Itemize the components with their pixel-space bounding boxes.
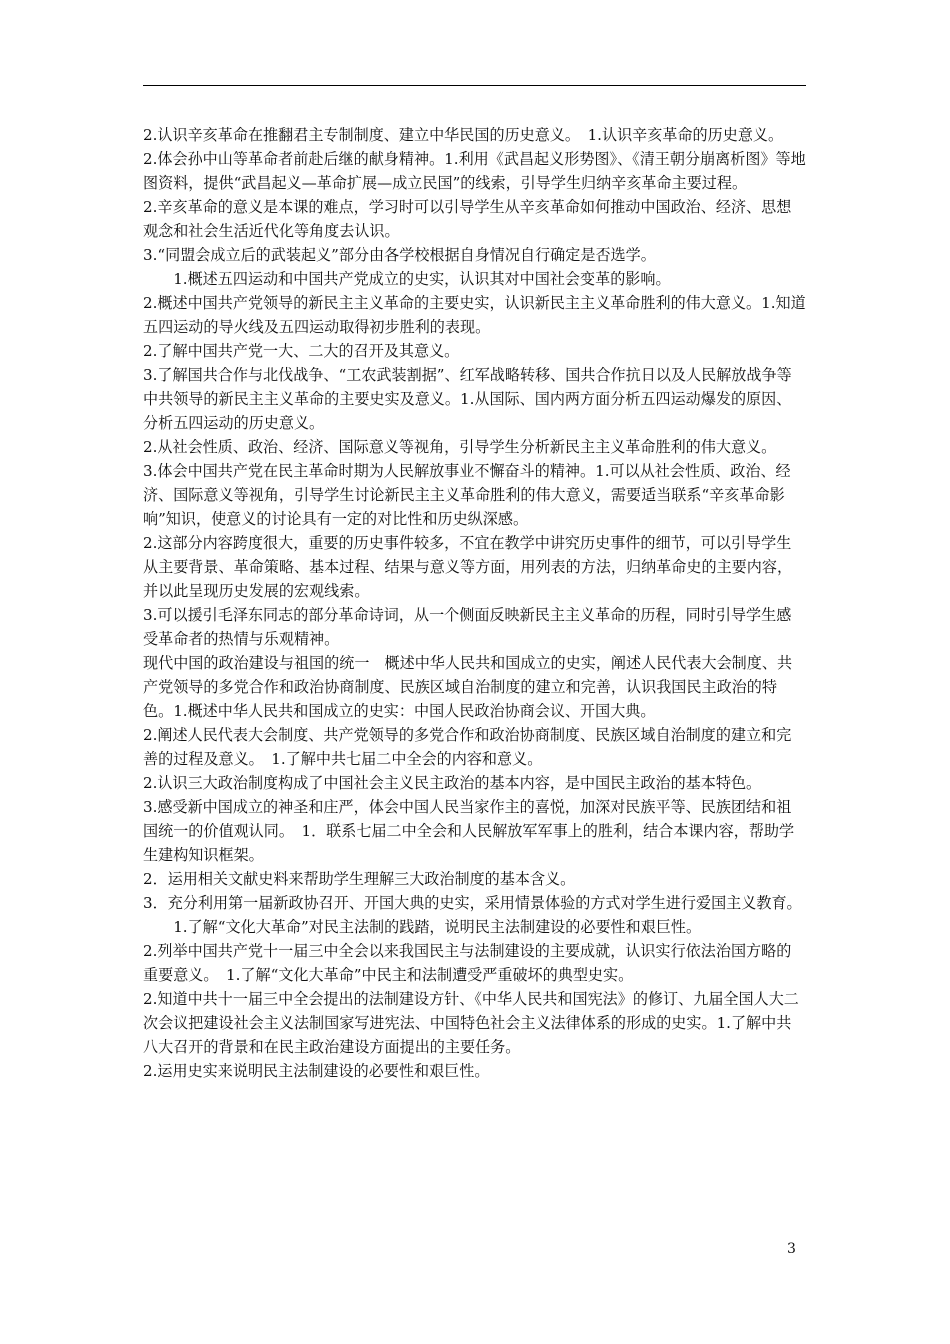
paragraph: 3.可以援引毛泽东同志的部分革命诗词，从一个侧面反映新民主主义革命的历程，同时引导学生感受革命者的热情与乐观精神。 (143, 606, 792, 648)
paragraph: 3.感受新中国成立的神圣和庄严，体会中国人民当家作主的喜悦，加深对民族平等、民族团结和祖国统一的价值观认同。 1．联系七届二中全会和人民解放军军事上的胜利，结合本课内容，帮助学生建构知识框架。 (143, 798, 795, 864)
paragraph: 2.这部分内容跨度很大，重要的历史事件较多，不宜在教学中讲究历史事件的细节，可以引导学生从主要背景、革命策略、基本过程、结果与意义等方面，用列表的方法，归纳革命史的主要内容，并以此呈现历史发展的宏观线索。 (143, 534, 793, 600)
paragraph: 2.列举中国共产党十一届三中全会以来我国民主与法制建设的主要成就，认识实行依法治国方略的重要意义。 1.了解“文化大革命”中民主和法制遭受严重破坏的典型史实。 (143, 942, 792, 984)
paragraph: 3．充分利用第一届新政协召开、开国大典的史实，采用情景体验的方式对学生进行爱国主义教育。 (143, 894, 802, 912)
paragraph: 3.了解国共合作与北伐战争、“工农武装割据”、红军战略转移、国共合作抗日以及人民解放战争等中共领导的新民主主义革命的主要史实及意义。1.从国际、国内两方面分析五四运动爆发的原因、分析五四运动的历史意义。 (143, 366, 792, 432)
paragraph: 3.体会中国共产党在民主革命时期为人民解放事业不懈奋斗的精神。1.可以从社会性质、政治、经济、国际意义等视角，引导学生讨论新民主主义革命胜利的伟大意义，需要适当联系“辛亥革命影响”知识，使意义的讨论具有一定的对比性和历史纵深感。 (143, 462, 791, 528)
paragraph: 2．运用相关文献史料来帮助学生理解三大政治制度的基本含义。 (143, 870, 576, 888)
header-rule (143, 85, 806, 86)
paragraph: 2.了解中国共产党一大、二大的召开及其意义。 (143, 342, 460, 360)
paragraph: 现代中国的政治建设与祖国的统一 概述中华人民共和国成立的史实，阐述人民代表大会制度、共产党领导的多党合作和政治协商制度、民族区域自治制度的建立和完善，认识我国民主政治的特色。1.概述中华人民共和国成立的史实：中国人民政治协商会议、开国大典。 (143, 654, 793, 720)
paragraph: 2.从社会性质、政治、经济、国际意义等视角，引导学生分析新民主主义革命胜利的伟大意义。 (143, 438, 777, 456)
paragraph: 2.体会孙中山等革命者前赴后继的献身精神。1.利用《武昌起义形势图》、《清王朝分崩离析图》等地图资料，提供“武昌起义—革命扩展—成立民国”的线索，引导学生归纳辛亥革命主要过程。 (143, 150, 806, 192)
paragraph: 2.知道中共十一届三中全会提出的法制建设方针、《中华人民共和国宪法》的修订、九届全国人大二次会议把建设社会主义法制国家写进宪法、中国特色社会主义法律体系的形成的史实。1.了解中共八大召开的背景和在民主政治建设方面提出的主要任务。 (143, 990, 799, 1056)
paragraph: 1.概述五四运动和中国共产党成立的史实，认识其对中国社会变革的影响。 (173, 270, 671, 288)
paragraph: 2.认识辛亥革命在推翻君主专制制度、建立中华民国的历史意义。 1.认识辛亥革命的历史意义。 (143, 126, 784, 144)
paragraph: 2.辛亥革命的意义是本课的难点，学习时可以引导学生从辛亥革命如何推动中国政治、经济、思想观念和社会生活近代化等角度去认识。 (143, 198, 792, 240)
paragraph: 2.认识三大政治制度构成了中国社会主义民主政治的基本内容，是中国民主政治的基本特色。 (143, 774, 762, 792)
paragraph: 2.阐述人民代表大会制度、共产党领导的多党合作和政治协商制度、民族区域自治制度的建立和完善的过程及意义。 1.了解中共七届二中全会的内容和意义。 (143, 726, 792, 768)
document-body (143, 123, 806, 1083)
paragraph: 3.“同盟会成立后的武装起义”部分由各学校根据自身情况自行确定是否选学。 (143, 246, 656, 264)
paragraph: 2.运用史实来说明民主法制建设的必要性和艰巨性。 (143, 1062, 490, 1080)
paragraph: 2.概述中国共产党领导的新民主主义革命的主要史实，认识新民主主义革命胜利的伟大意义。1.知道五四运动的导火线及五四运动取得初步胜利的表现。 (143, 294, 806, 336)
page-number: 3 (787, 1241, 796, 1257)
paragraph: 1.了解“文化大革命”对民主法制的践踏，说明民主法制建设的必要性和艰巨性。 (173, 918, 702, 936)
